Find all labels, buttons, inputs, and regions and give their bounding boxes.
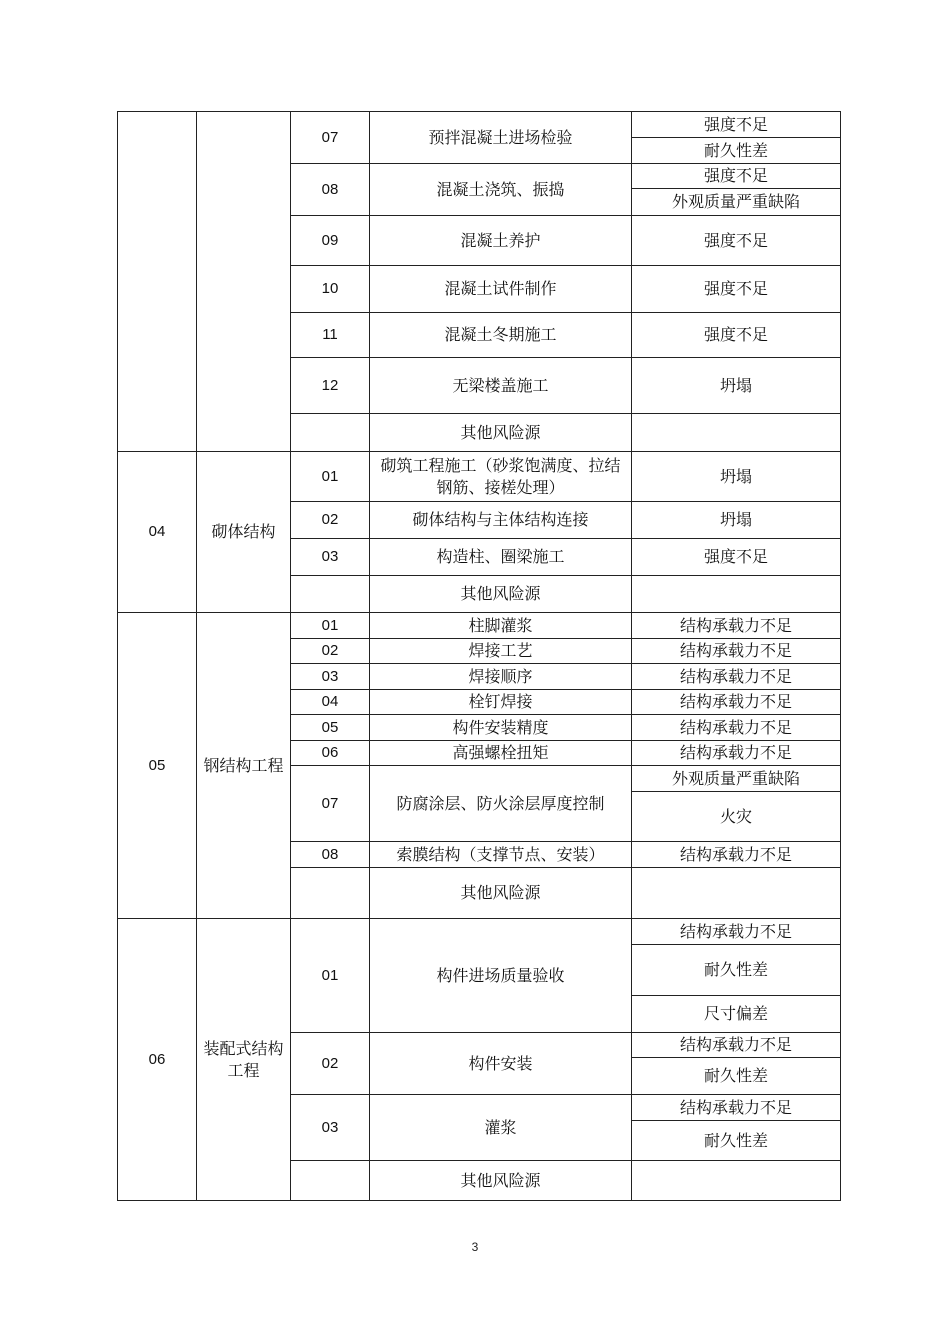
item-number: 07 bbox=[291, 766, 370, 842]
risk-cell: 强度不足 bbox=[632, 313, 841, 358]
item-name: 构造柱、圈梁施工 bbox=[370, 539, 632, 576]
item-number: 02 bbox=[291, 639, 370, 664]
item-number: 08 bbox=[291, 842, 370, 868]
item-name: 构件安装精度 bbox=[370, 715, 632, 741]
risk-cell: 结构承载力不足 bbox=[632, 639, 841, 664]
item-number: 08 bbox=[291, 164, 370, 216]
risk-cell: 外观质量严重缺陷 bbox=[632, 766, 841, 792]
item-number: 07 bbox=[291, 112, 370, 164]
item-number: 03 bbox=[291, 1095, 370, 1161]
item-number: 02 bbox=[291, 1033, 370, 1095]
risk-cell: 强度不足 bbox=[632, 539, 841, 576]
risk-cell: 强度不足 bbox=[632, 266, 841, 313]
item-name: 索膜结构（支撑节点、安装） bbox=[370, 842, 632, 868]
risk-cell: 耐久性差 bbox=[632, 945, 841, 996]
table-row bbox=[118, 919, 841, 945]
item-name: 砌体结构与主体结构连接 bbox=[370, 502, 632, 539]
other-risk-sources: 其他风险源 bbox=[370, 868, 632, 919]
risk-source-table bbox=[117, 111, 841, 1201]
category-number: 04 bbox=[118, 452, 197, 613]
item-number: 10 bbox=[291, 266, 370, 313]
item-number: 03 bbox=[291, 664, 370, 690]
risk-cell: 坍塌 bbox=[632, 358, 841, 414]
risk-cell: 结构承载力不足 bbox=[632, 1095, 841, 1121]
item-name: 构件安装 bbox=[370, 1033, 632, 1095]
table-row bbox=[118, 613, 841, 639]
item-number: 01 bbox=[291, 919, 370, 1033]
item-name: 焊接顺序 bbox=[370, 664, 632, 690]
category-name: 装配式结构工程 bbox=[197, 919, 291, 1201]
risk-cell: 尺寸偏差 bbox=[632, 996, 841, 1033]
risk-cell: 结构承载力不足 bbox=[632, 715, 841, 741]
other-risk-sources: 其他风险源 bbox=[370, 576, 632, 613]
risk-cell: 耐久性差 bbox=[632, 1058, 841, 1095]
item-number: 04 bbox=[291, 690, 370, 715]
risk-cell-empty bbox=[632, 576, 841, 613]
item-name: 混凝土冬期施工 bbox=[370, 313, 632, 358]
category-name-cell bbox=[197, 112, 291, 452]
item-name: 柱脚灌浆 bbox=[370, 613, 632, 639]
item-name: 构件进场质量验收 bbox=[370, 919, 632, 1033]
risk-cell: 结构承载力不足 bbox=[632, 919, 841, 945]
risk-cell: 强度不足 bbox=[632, 164, 841, 189]
risk-cell: 结构承载力不足 bbox=[632, 1033, 841, 1058]
item-number: 09 bbox=[291, 216, 370, 266]
category-number-cell bbox=[118, 112, 197, 452]
page-number: 3 bbox=[471, 1240, 479, 1254]
other-risk-sources: 其他风险源 bbox=[370, 414, 632, 452]
item-number: 03 bbox=[291, 539, 370, 576]
item-name: 无梁楼盖施工 bbox=[370, 358, 632, 414]
item-number: 06 bbox=[291, 741, 370, 766]
item-number: 02 bbox=[291, 502, 370, 539]
risk-cell: 外观质量严重缺陷 bbox=[632, 189, 841, 216]
risk-cell: 坍塌 bbox=[632, 452, 841, 502]
risk-cell: 坍塌 bbox=[632, 502, 841, 539]
item-name: 混凝土浇筑、振捣 bbox=[370, 164, 632, 216]
item-name: 焊接工艺 bbox=[370, 639, 632, 664]
item-name: 防腐涂层、防火涂层厚度控制 bbox=[370, 766, 632, 842]
item-name: 预拌混凝土进场检验 bbox=[370, 112, 632, 164]
other-risk-sources: 其他风险源 bbox=[370, 1161, 632, 1201]
item-name: 高强螺栓扭矩 bbox=[370, 741, 632, 766]
item-name: 混凝土试件制作 bbox=[370, 266, 632, 313]
item-number-empty bbox=[291, 868, 370, 919]
item-number: 01 bbox=[291, 452, 370, 502]
item-name: 混凝土养护 bbox=[370, 216, 632, 266]
item-name: 栓钉焊接 bbox=[370, 690, 632, 715]
risk-cell: 强度不足 bbox=[632, 112, 841, 138]
category-name: 砌体结构 bbox=[197, 452, 291, 613]
item-number: 12 bbox=[291, 358, 370, 414]
item-number-empty bbox=[291, 576, 370, 613]
table-row bbox=[118, 452, 841, 502]
category-number: 06 bbox=[118, 919, 197, 1201]
risk-cell: 火灾 bbox=[632, 792, 841, 842]
risk-cell: 结构承载力不足 bbox=[632, 664, 841, 690]
risk-cell-empty bbox=[632, 1161, 841, 1201]
risk-cell: 耐久性差 bbox=[632, 138, 841, 164]
category-name: 钢结构工程 bbox=[197, 613, 291, 919]
risk-cell: 结构承载力不足 bbox=[632, 842, 841, 868]
risk-cell-empty bbox=[632, 414, 841, 452]
risk-cell: 强度不足 bbox=[632, 216, 841, 266]
item-number-empty bbox=[291, 414, 370, 452]
item-number: 01 bbox=[291, 613, 370, 639]
risk-cell: 结构承载力不足 bbox=[632, 613, 841, 639]
item-number-empty bbox=[291, 1161, 370, 1201]
item-number: 11 bbox=[291, 313, 370, 358]
risk-cell: 耐久性差 bbox=[632, 1121, 841, 1161]
item-name: 灌浆 bbox=[370, 1095, 632, 1161]
item-name: 砌筑工程施工（砂浆饱满度、拉结钢筋、接槎处理） bbox=[370, 452, 632, 502]
risk-cell: 结构承载力不足 bbox=[632, 690, 841, 715]
table-row bbox=[118, 112, 841, 138]
risk-cell: 结构承载力不足 bbox=[632, 741, 841, 766]
risk-cell-empty bbox=[632, 868, 841, 919]
category-number: 05 bbox=[118, 613, 197, 919]
item-number: 05 bbox=[291, 715, 370, 741]
